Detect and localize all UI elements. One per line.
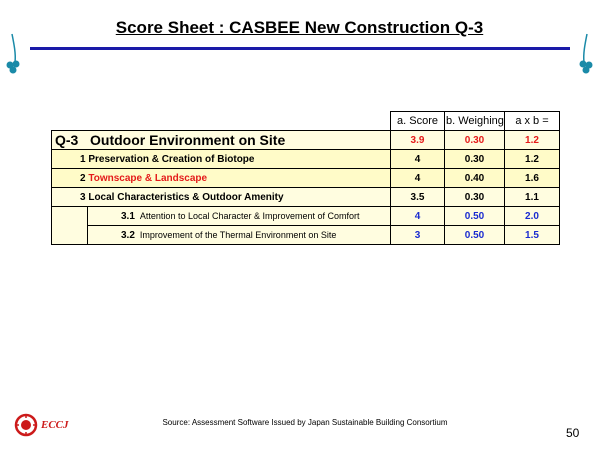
eccj-emblem-icon bbox=[14, 413, 38, 437]
subrow-product: 1.5 bbox=[505, 226, 560, 245]
subrow-product: 2.0 bbox=[505, 207, 560, 226]
row-product: 1.2 bbox=[505, 150, 560, 169]
row-score: 3.5 bbox=[391, 188, 445, 207]
row-score: 4 bbox=[391, 169, 445, 188]
subrow-score: 4 bbox=[391, 207, 445, 226]
subrow-weighing: 0.50 bbox=[445, 207, 505, 226]
product-header: a x b = bbox=[505, 112, 560, 131]
main-category-row bbox=[52, 131, 560, 150]
score-table bbox=[51, 111, 560, 245]
row-weighing: 0.40 bbox=[445, 169, 505, 188]
logo-text: ECCJ bbox=[41, 419, 69, 431]
row-label: 1 Preservation & Creation of Biotope bbox=[52, 150, 391, 169]
table-subrow bbox=[52, 226, 560, 245]
row-product: 1.1 bbox=[505, 188, 560, 207]
score-header: a. Score bbox=[391, 112, 445, 131]
row-label: 3 Local Characteristics & Outdoor Amenity bbox=[52, 188, 391, 207]
clover-ornament-icon bbox=[2, 32, 28, 76]
row-weighing: 0.30 bbox=[445, 150, 505, 169]
row-score: 4 bbox=[391, 150, 445, 169]
subrow-label: 3.2 Improvement of the Thermal Environment on Site bbox=[88, 226, 391, 245]
page-number: 50 bbox=[566, 426, 580, 440]
table-row bbox=[52, 188, 560, 207]
clover-ornament-icon bbox=[571, 32, 597, 76]
row-weighing: 0.30 bbox=[445, 188, 505, 207]
subrow-label: 3.1 Attention to Local Character & Improvement of Comfort bbox=[88, 207, 391, 226]
table-header-row bbox=[52, 112, 560, 131]
title-rule bbox=[30, 47, 570, 50]
row-label: 2 Townscape & Landscape bbox=[52, 169, 391, 188]
table-row bbox=[52, 150, 560, 169]
main-score: 3.9 bbox=[391, 131, 445, 150]
subrow-score: 3 bbox=[391, 226, 445, 245]
main-category-label bbox=[52, 131, 391, 150]
source-note: Source: Assessment Software Issued by Japan Sustainable Building Consortium bbox=[162, 418, 448, 427]
page-title: Score Sheet : CASBEE New Construction Q-3 bbox=[115, 18, 484, 37]
row-product: 1.6 bbox=[505, 169, 560, 188]
category-code: Q-3 bbox=[55, 132, 79, 148]
highlighted-item: Townscape & Landscape bbox=[88, 172, 208, 184]
table-subrow bbox=[52, 207, 560, 226]
weighing-header: b. Weighing bbox=[445, 112, 505, 131]
eccj-logo bbox=[14, 413, 69, 437]
table-row bbox=[52, 169, 560, 188]
category-name: Outdoor Environment on Site bbox=[90, 132, 286, 148]
main-weighing: 0.30 bbox=[445, 131, 505, 150]
subrow-weighing: 0.50 bbox=[445, 226, 505, 245]
main-product: 1.2 bbox=[505, 131, 560, 150]
